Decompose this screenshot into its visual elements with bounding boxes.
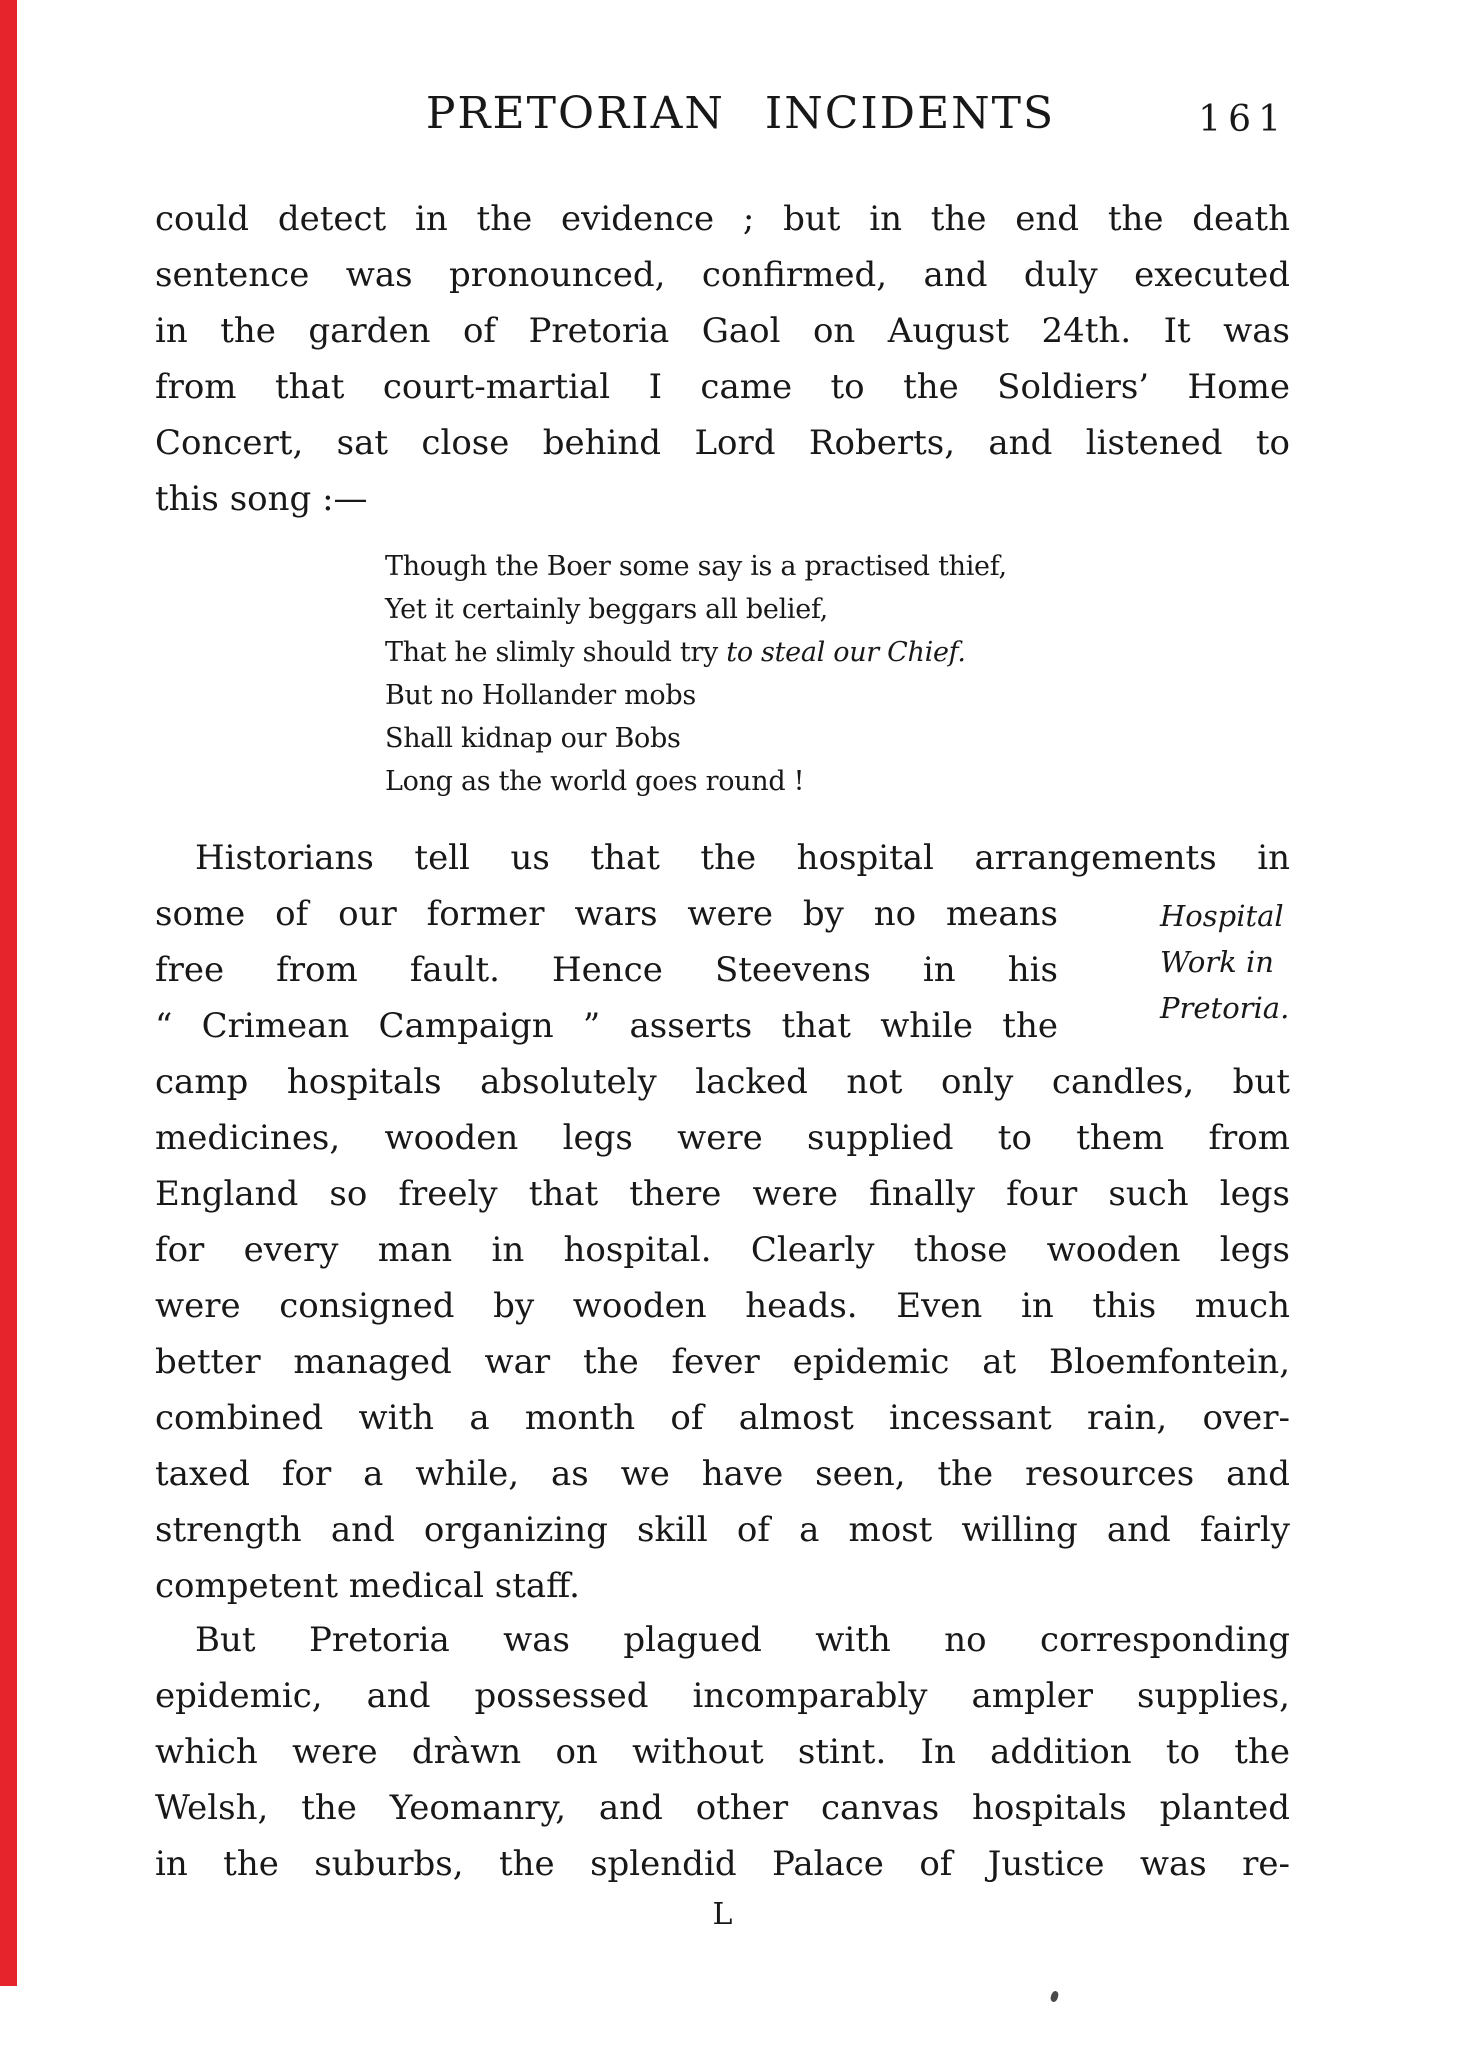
text-line: could detect in the evidence ; but in the end the death <box>155 199 1290 239</box>
song-verse <box>385 545 1105 803</box>
text-line: Pretoria. <box>1160 991 1290 1025</box>
text-line: in the suburbs, the splendid Palace of Justice was re- <box>155 1844 1290 1884</box>
text-line: Shall kidnap our Bobs <box>385 723 681 754</box>
text-line: from that court-martial I came to the Soldiers’ Home <box>155 367 1290 407</box>
text-line: Concert, sat close behind Lord Roberts, and listened to <box>155 423 1290 463</box>
text-line: Though the Boer some say is a practised thief, <box>385 551 1007 582</box>
text-line: Work in <box>1160 945 1274 979</box>
ink-speck <box>1049 1990 1059 2003</box>
chapter-title: PRETORIAN INCIDENTS <box>425 88 1056 139</box>
paragraph-3 <box>155 1612 1290 1892</box>
text-line: combined with a month of almost incessant rain, over- <box>155 1398 1290 1438</box>
page-edge-strip <box>0 0 17 1986</box>
text-line: competent medical staff. <box>155 1566 580 1606</box>
text-line: That he slimly should try to steal our Chief. <box>385 637 966 668</box>
text-line: epidemic, and possessed incomparably ampler supplies, <box>155 1676 1290 1716</box>
text-line: But Pretoria was plagued with no corresponding <box>195 1620 1290 1660</box>
text-line: England so freely that there were finally four such legs <box>155 1174 1290 1214</box>
text-line: But no Hollander mobs <box>385 680 696 711</box>
signature-mark: L <box>712 1897 733 1932</box>
text-line: better managed war the fever epidemic at Bloemfontein, <box>155 1342 1290 1382</box>
text-line: which were dràwn on without stint. In addition to the <box>155 1732 1290 1772</box>
text-line: Hospital <box>1160 899 1284 933</box>
text-line: some of our former wars were by no means <box>155 894 1058 934</box>
paragraph-2 <box>155 830 1290 1614</box>
text-line: for every man in hospital. Clearly those wooden legs <box>155 1230 1290 1270</box>
text-line: medicines, wooden legs were supplied to them from <box>155 1118 1290 1158</box>
text-line: this song :— <box>155 479 368 519</box>
text-line: taxed for a while, as we have seen, the resources and <box>155 1454 1290 1494</box>
text-line: Historians tell us that the hospital arrangements in <box>195 838 1290 878</box>
text-line: “ Crimean Campaign ” asserts that while the <box>155 1006 1058 1046</box>
text-line: Welsh, the Yeomanry, and other canvas hospitals planted <box>155 1788 1290 1828</box>
text-line: Yet it certainly beggars all belief, <box>385 594 828 625</box>
text-line: Long as the world goes round ! <box>385 766 805 797</box>
text-line: free from fault. Hence Steevens in his <box>155 950 1058 990</box>
text-line: were consigned by wooden heads. Even in this much <box>155 1286 1290 1326</box>
text-line: camp hospitals absolutely lacked not only candles, but <box>155 1062 1290 1102</box>
running-header <box>155 88 1290 152</box>
text-line: in the garden of Pretoria Gaol on August 24th. It was <box>155 311 1290 351</box>
paragraph-1 <box>155 191 1290 527</box>
page-number: 161 <box>1198 99 1288 140</box>
text-line: sentence was pronounced, confirmed, and duly executed <box>155 255 1290 295</box>
text-line: strength and organizing skill of a most willing and fairly <box>155 1510 1290 1550</box>
